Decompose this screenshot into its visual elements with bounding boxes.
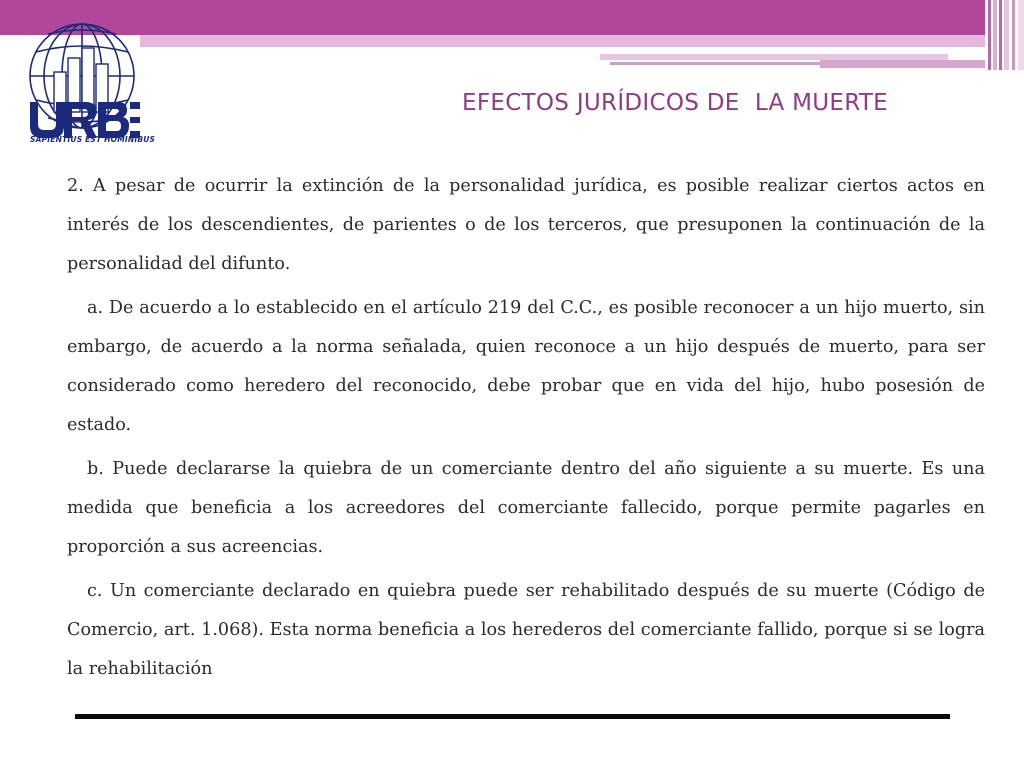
- header-stripe: [988, 0, 991, 70]
- paragraph-a: a. De acuerdo a lo establecido en el artículo 219 del C.C., es posible reconocer a un hijo muerto, sin embargo, de acuerdo a la norma señalada, quien reconoce a un hijo después de muerto, para ser considerado como heredero del reconocido, debe probar que en vida del hijo, hubo posesión de estado.: [67, 298, 985, 435]
- paragraph-b: b. Puede declararse la quiebra de un comerciante dentro del año siguiente a su muerte. Es una medida que beneficia a los acreedores del comerciante fallecido, porque permite pagarles en proporción a sus acreencias.: [67, 459, 985, 557]
- paragraph-intro: 2. A pesar de ocurrir la extinción de la personalidad jurídica, es posible realizar ciertos actos en interés de los descendientes, de parientes o de los terceros, que presuponen la continuación de la personalidad del difunto.: [67, 176, 985, 274]
- header-stripe: [1012, 0, 1015, 70]
- header-stripe: [999, 0, 1002, 70]
- header-accent-thin: [610, 62, 820, 65]
- slide-title: EFECTOS JURÍDICOS DE LA MUERTE: [462, 90, 889, 116]
- bottom-divider: [75, 714, 950, 719]
- slide-body: [67, 167, 985, 694]
- paragraph-c: c. Un comerciante declarado en quiebra puede ser rehabilitado después de su muerte (Código de Comercio, art. 1.068). Esta norma beneficia a los herederos del comerciante fallido, porque si se logra la rehabilitación: [67, 581, 985, 679]
- logo-motto: SAPIENTIUS EST HOMINIBUS: [30, 135, 156, 144]
- header-stripe: [993, 0, 997, 70]
- logo-lettering: [30, 102, 140, 138]
- header-stripe: [1004, 0, 1009, 70]
- header-band: [0, 0, 985, 35]
- header-accent-block: [820, 60, 985, 68]
- urbe-logo: [24, 18, 156, 150]
- header-stripe: [1018, 0, 1024, 70]
- header-band-light: [140, 35, 985, 47]
